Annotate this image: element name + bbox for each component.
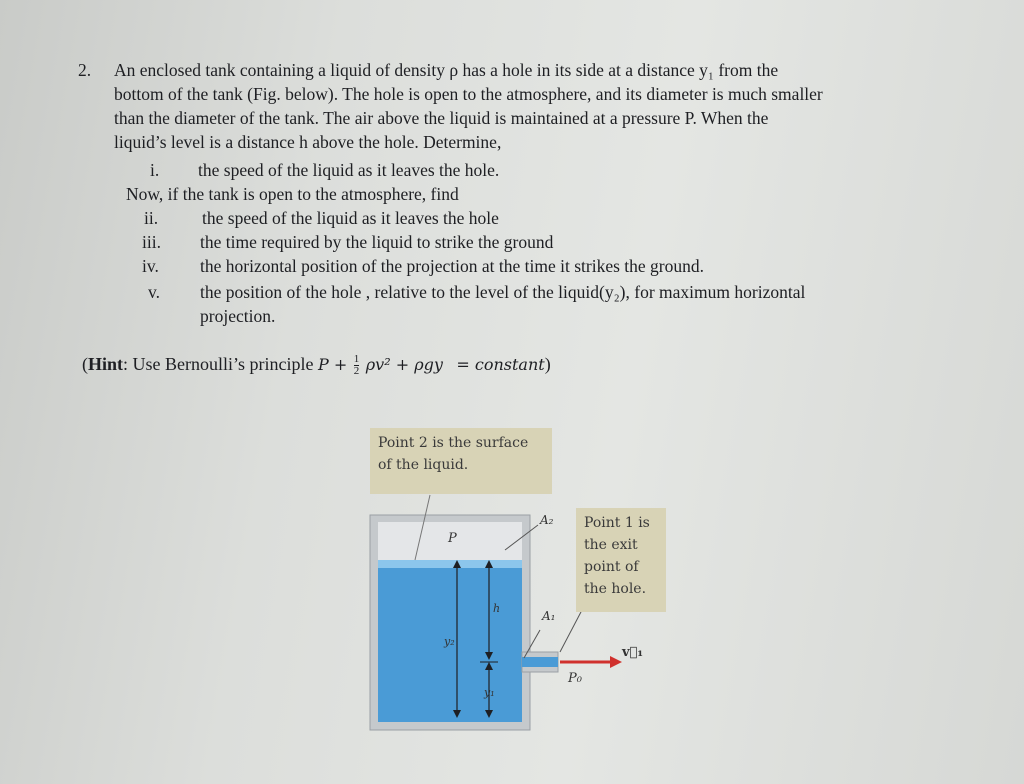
label-y1: y₁ [484, 686, 495, 699]
hint-open-paren: ( [82, 354, 88, 374]
label-y2: y₂ [444, 635, 455, 648]
point1-pointer [560, 610, 582, 652]
item-v-numeral: v. [148, 282, 160, 302]
item-iii-text: the time required by the liquid to strike the ground [200, 232, 554, 252]
item-iv-text: the horizontal position of the projection at the time it strikes the ground. [200, 256, 704, 276]
hint-label: Hint [88, 354, 124, 374]
item-ii-numeral: ii. [144, 208, 159, 228]
tank-diagram [360, 420, 690, 750]
hint-text: : Use Bernoulli’s principle [123, 354, 318, 374]
equation-constant: = constant [456, 355, 545, 374]
label-a1: A₁ [542, 609, 556, 623]
equation-fraction [354, 354, 360, 377]
label-p: P [448, 531, 457, 546]
equation-terms: ρv² + ρgy [365, 355, 443, 374]
fraction-denominator: 2 [353, 365, 360, 378]
callout-point-2-line-2: of the liquid. [378, 457, 469, 473]
label-p0: P₀ [568, 671, 582, 686]
liquid-surface [378, 560, 522, 568]
spout-liquid [522, 657, 558, 667]
label-a2: A₂ [540, 513, 554, 527]
fraction-numerator: 1 [353, 353, 360, 366]
problem-number: 2. [78, 60, 92, 80]
item-v-continuation: projection. [200, 306, 276, 326]
hint-line [82, 354, 551, 377]
callout-point-1-line-1: Point 1 is [584, 515, 650, 531]
label-v1: v⃗₁ [622, 645, 644, 660]
callout-point-2 [370, 428, 552, 494]
item-iv-numeral: iv. [142, 256, 159, 276]
item-ii-text: the speed of the liquid as it leaves the hole [202, 208, 499, 228]
item-i-text: the speed of the liquid as it leaves the hole. [198, 160, 500, 180]
label-h: h [493, 602, 501, 615]
callout-point-1-line-3: point of [584, 559, 639, 575]
now-line: Now, if the tank is open to the atmosphere, find [126, 184, 459, 204]
velocity-arrow-head [610, 656, 622, 668]
callout-point-2-line-1: Point 2 is the surface [378, 435, 529, 451]
intro-line-3: than the diameter of the tank. The air above the liquid is maintained at a pressure P. When the [114, 108, 769, 128]
callout-point-1-line-4: the hole. [584, 581, 647, 597]
callout-point-1-line-2: the exit [584, 537, 638, 553]
intro-line-1: An enclosed tank containing a liquid of density ρ has a hole in its side at a distance y₁ from the [114, 60, 779, 80]
item-v-text: the position of the hole , relative to the level of the liquid(y₂), for maximum horizontal [200, 282, 806, 302]
item-iii-numeral: iii. [142, 232, 161, 252]
item-i-numeral: i. [150, 160, 160, 180]
intro-line-4: liquid’s level is a distance h above the hole. Determine, [114, 132, 502, 152]
intro-line-2: bottom of the tank (Fig. below). The hole is open to the atmosphere, and its diameter is much smaller [114, 84, 823, 104]
hint-close-paren: ) [544, 354, 551, 374]
callout-point-1 [576, 508, 666, 612]
equation-p: P + [317, 355, 348, 374]
